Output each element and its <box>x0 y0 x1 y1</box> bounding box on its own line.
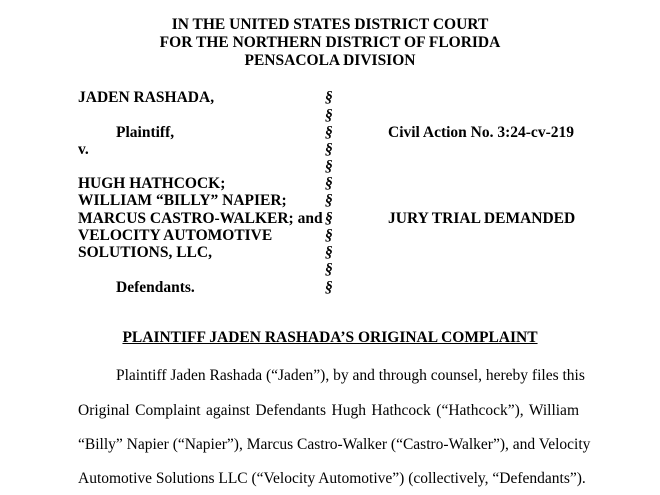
court-heading-line-2: FOR THE NORTHERN DISTRICT OF FLORIDA <box>159 34 501 51</box>
caption-row <box>0 261 660 279</box>
caption-row <box>0 107 660 125</box>
defendant-velocity-line-1: VELOCITY AUTOMOTIVE <box>78 227 273 244</box>
section-symbol: § <box>325 261 333 278</box>
document-title: PLAINTIFF JADEN RASHADA’S ORIGINAL COMPLAINT <box>122 329 538 346</box>
caption-row <box>0 244 660 262</box>
section-symbol: § <box>325 210 333 227</box>
court-heading-line-3: PENSACOLA DIVISION <box>244 52 416 69</box>
section-symbol: § <box>325 141 333 158</box>
versus-label: v. <box>78 141 89 158</box>
section-symbol: § <box>325 124 333 141</box>
caption-row <box>0 158 660 176</box>
civil-action-number: Civil Action No. 3:24-cv-219 <box>388 124 574 141</box>
section-symbol: § <box>325 107 333 124</box>
defendant-castro-walker: MARCUS CASTRO-WALKER; and <box>78 210 323 227</box>
jury-trial-demanded: JURY TRIAL DEMANDED <box>388 210 576 227</box>
caption-row <box>0 210 660 228</box>
body-line: Original Complaint against Defendants Hugh Hathcock (“Hathcock”), William <box>78 402 579 419</box>
body-line: Plaintiff Jaden Rashada (“Jaden”), by and through counsel, hereby files this <box>116 367 585 384</box>
section-symbol: § <box>325 244 333 261</box>
caption-row <box>0 227 660 245</box>
body-line: Automotive Solutions LLC (“Velocity Automotive”) (collectively, “Defendants”). <box>78 470 586 487</box>
defendant-hathcock: HUGH HATHCOCK; <box>78 175 226 192</box>
caption-row <box>0 279 660 297</box>
court-heading-line-1: IN THE UNITED STATES DISTRICT COURT <box>171 16 489 33</box>
defendant-napier: WILLIAM “BILLY” NAPIER; <box>78 192 287 209</box>
caption-row <box>0 192 660 210</box>
court-heading <box>0 16 660 70</box>
plaintiff-label: Plaintiff, <box>116 124 175 141</box>
section-symbol: § <box>325 279 333 296</box>
caption-row <box>0 124 660 142</box>
caption-row <box>0 89 660 107</box>
section-symbol: § <box>325 175 333 192</box>
plaintiff-name: JADEN RASHADA, <box>78 89 215 106</box>
defendant-velocity-line-2: SOLUTIONS, LLC, <box>78 244 212 261</box>
section-symbol: § <box>325 227 333 244</box>
defendants-label: Defendants. <box>116 279 195 296</box>
section-symbol: § <box>325 158 333 175</box>
caption-row <box>0 175 660 193</box>
section-symbol: § <box>325 192 333 209</box>
caption-row <box>0 141 660 159</box>
body-line: “Billy” Napier (“Napier”), Marcus Castro-Walker (“Castro-Walker”), and Velocity <box>78 436 591 453</box>
section-symbol: § <box>325 89 333 106</box>
